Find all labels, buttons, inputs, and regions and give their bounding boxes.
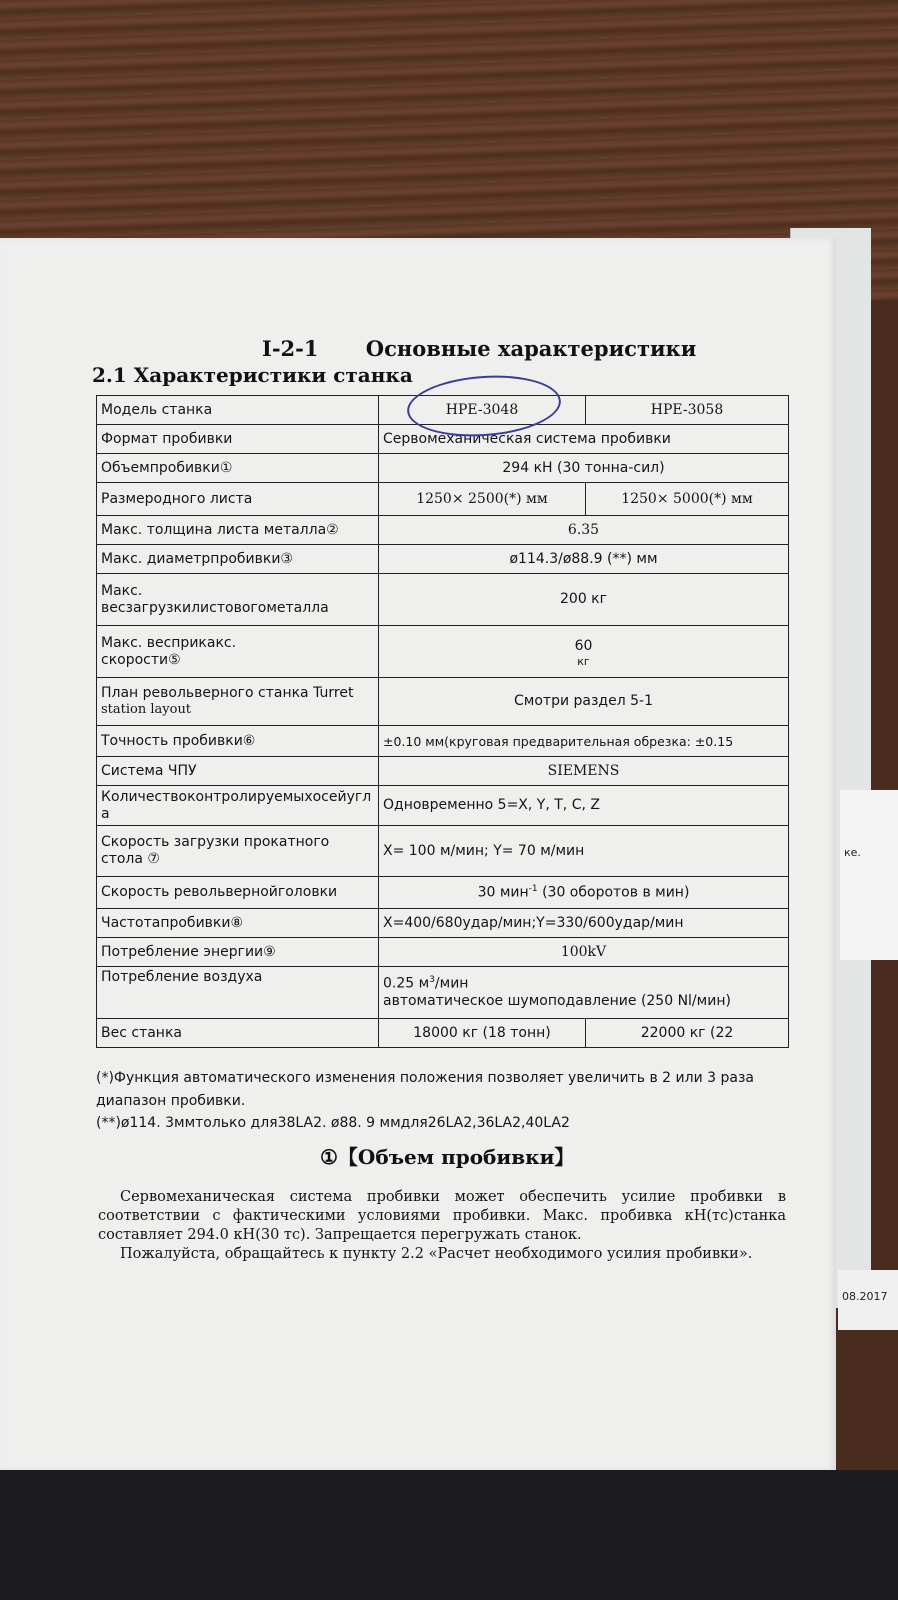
table-row [97,877,789,909]
sheet-size-value-2: 1250× 5000(*) мм [586,483,789,516]
footnote-1-line-2: диапазон пробивки. [96,1093,246,1109]
side-paper-sheet [840,790,898,960]
row-value: 6.35 [379,516,789,545]
table-row [97,786,789,826]
turret-speed-note: (30 оборотов в мин) [542,884,690,901]
row-value: X= 100 м/мин; Y= 70 м/мин [379,826,789,877]
row-label [97,626,379,678]
table-row [97,626,789,678]
table-row [97,909,789,938]
row-label: Размеродного листа [97,483,379,516]
row-label: Частотапробивки⑧ [97,909,379,938]
row-value: Одновременно 5=X, Y, T, C, Z [379,786,789,826]
row-label-line-2: скорости⑤ [101,651,181,668]
row-value: Смотри раздел 5-1 [379,678,789,726]
paragraph-2: Пожалуйста, обращайтесь к пункту 2.2 «Расчет необходимого усилия пробивки». [120,1245,753,1262]
table-row [97,454,789,483]
row-label-line-1: План револьверного станка Turret [101,685,354,702]
row-label: Потребление энергии⑨ [97,938,379,967]
table-row [97,396,789,425]
row-label [97,574,379,626]
weight-value-2: 22000 кг (22 [586,1019,789,1048]
table-row [97,938,789,967]
side-paper-sheet-2 [838,1270,898,1330]
row-value [379,877,789,909]
spec-table [96,395,789,1048]
row-label: Объемпробивки① [97,454,379,483]
row-label-line-2: station layout [101,702,192,718]
row-label: Вес станка [97,1019,379,1048]
row-label: Макс. диаметрпробивки③ [97,545,379,574]
table-row [97,757,789,786]
row-value: Сервомеханическая система пробивки [379,425,789,454]
model-value-2: HPE-3058 [586,396,789,425]
row-label: Модель станка [97,396,379,425]
section-number: I-2-1 [262,336,319,361]
table-row [97,545,789,574]
table-row [97,967,789,1019]
document-page [0,238,836,1470]
turret-speed-value: 30 мин [477,884,529,901]
table-row [97,1019,789,1048]
row-value: X=400/680удар/мин;Y=330/600удар/мин [379,909,789,938]
row-value: 100kV [379,938,789,967]
row-value: ±0.10 мм(круговая предварительная обрезка: ±0.15 [379,726,789,757]
row-label: Скорость загрузки прокатного стола ⑦ [97,826,379,877]
air-value-line-2: автоматическое шумоподавление (250 Nl/мин) [383,992,731,1009]
weight-value-1: 18000 кг (18 тонн) [379,1019,586,1048]
row-value-line-2: кг [577,654,590,665]
footnote-1-line-1: (*)Функция автоматического изменения положения позволяет увеличить в 2 или 3 раза [96,1070,754,1086]
section-title: Основные характеристики [365,336,697,361]
air-value: 0.25 м [383,976,430,993]
section-heading [262,336,696,361]
row-label: Макс. толщина листа металла② [97,516,379,545]
row-label [97,678,379,726]
air-value-unit: /мин [434,976,469,993]
model-value-1: HPE-3048 [379,396,586,425]
row-label-line-2: весзагрузкилистовогометалла [101,599,329,616]
subsection-title: 2.1 Характеристики станка [92,363,413,387]
side-text-b: 08.2017 [842,1290,888,1303]
body-text [98,1188,786,1263]
row-value: SIEMENS [379,757,789,786]
air-value-line-1 [383,975,784,992]
dark-surface [0,1470,898,1600]
table-row [97,826,789,877]
row-label-line-1: Макс. [101,582,143,599]
row-label: Формат пробивки [97,425,379,454]
row-label: Потребление воздуха [97,967,379,1019]
table-row [97,574,789,626]
turret-speed-exponent: -1 [528,883,538,894]
table-row [97,516,789,545]
section-subtitle: ①【Объем пробивки】 [320,1145,575,1169]
footnote-2: (**)ø114. 3ммтолько для38LA2. ø88. 9 ммдля26LA2,36LA2,40LA2 [96,1115,570,1131]
row-label: Скорость револьвернойголовки [97,877,379,909]
row-value: 294 кН (30 тонна-сил) [379,454,789,483]
row-label-line-1: Макс. весприкакс. [101,634,237,651]
table-row [97,483,789,516]
paragraph-1: Сервомеханическая система пробивки может обеспечить усилие пробивки в соответствии с фактическими условиями пробивки. Макс. пробивка кН(тс)станка составляет 294.0 кН(30 тс). Запрещается перегружать станок. [98,1189,786,1243]
row-label: Точность пробивки⑥ [97,726,379,757]
row-value: ø114.3/ø88.9 (**) мм [379,545,789,574]
row-label: Количествоконтролируемыхосейугла [97,786,379,826]
row-value [379,967,789,1019]
air-value-exponent: 3 [429,975,435,986]
table-row [97,425,789,454]
row-value: 200 кг [379,574,789,626]
row-value-line-1: 60 [574,638,593,655]
side-text-a: ке. [844,846,861,859]
table-row [97,678,789,726]
row-value [379,626,789,678]
table-row [97,726,789,757]
row-label: Система ЧПУ [97,757,379,786]
sheet-size-value-1: 1250× 2500(*) мм [379,483,586,516]
